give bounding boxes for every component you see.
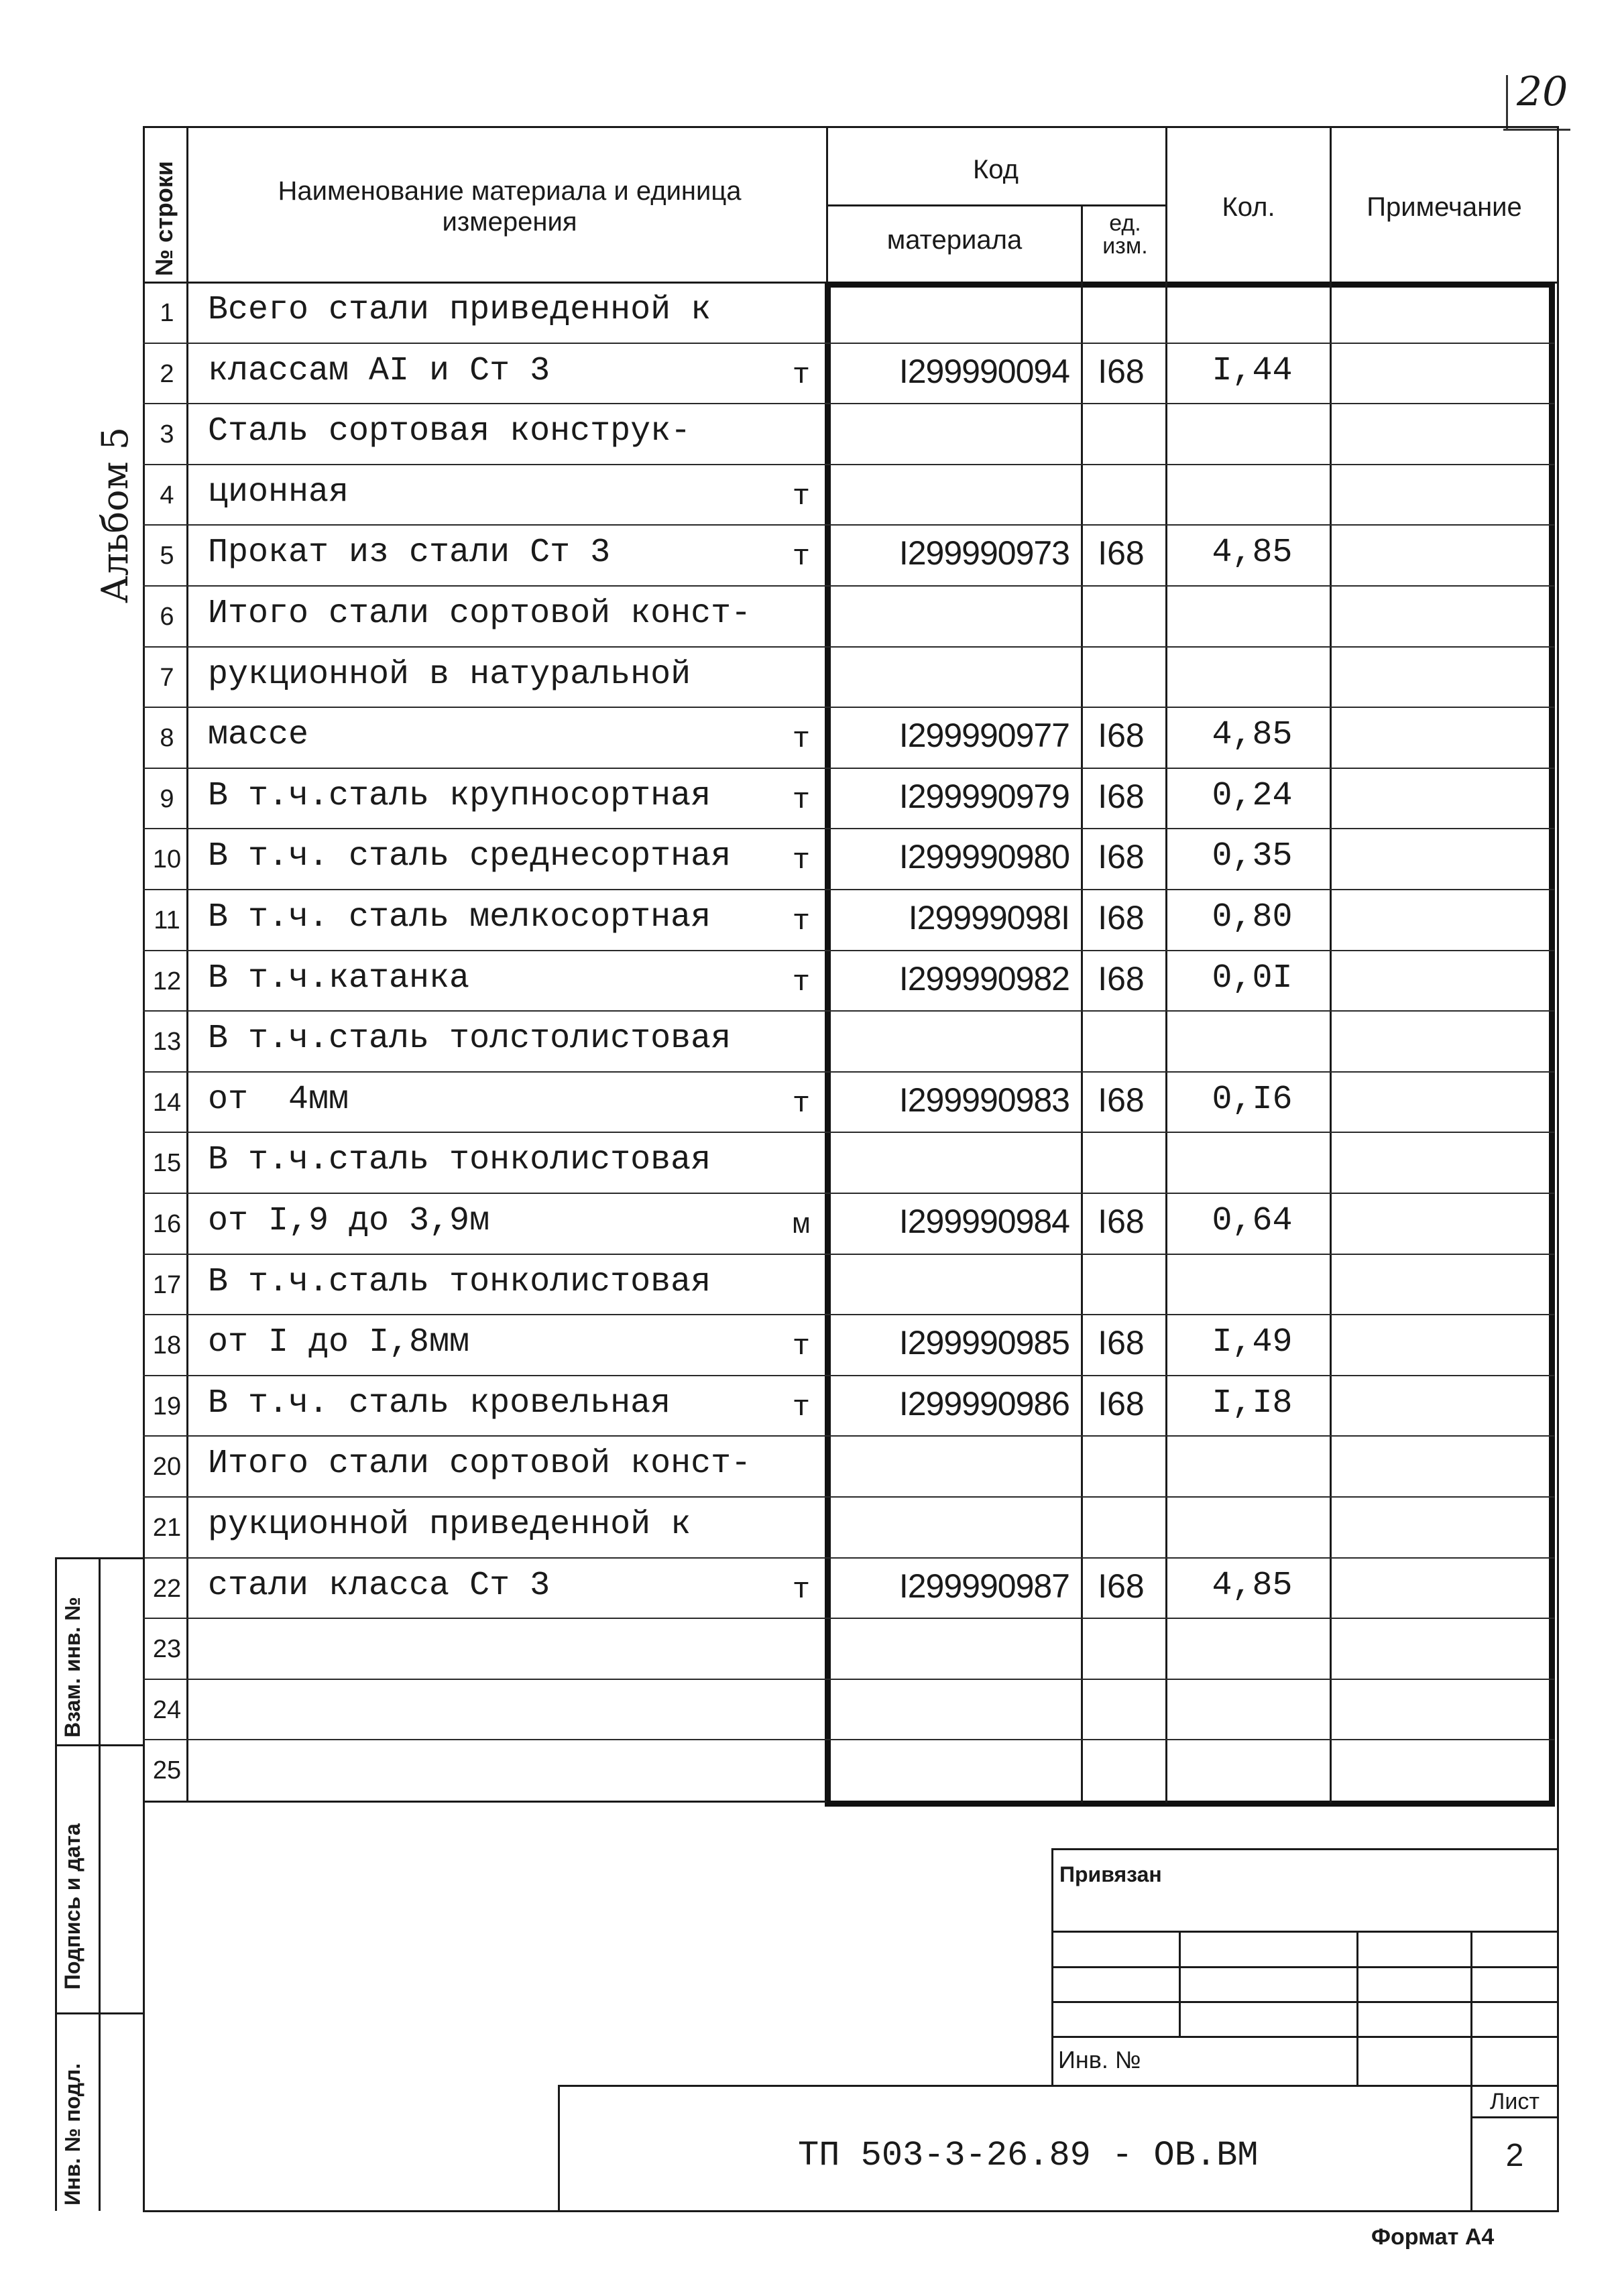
row-separator: [143, 1375, 1554, 1376]
row-separator: [143, 1010, 1554, 1012]
row-material-name: Прокат из стали Ст 3: [208, 534, 611, 572]
row-separator: [143, 585, 1554, 587]
row-material-code: I299990980: [898, 838, 1069, 876]
header-code-unit: ед. изм.: [1102, 210, 1148, 259]
row-material-name: от I,9 до 3,9м: [208, 1202, 490, 1240]
header-material-name: Наименование материала и единица измерения: [278, 176, 742, 237]
row-number: 6: [160, 603, 174, 631]
row-material-name: В т.ч.сталь тонколистовая: [208, 1262, 711, 1301]
row-material-name: ционная: [208, 473, 349, 511]
row-material-name: стали класса Ст 3: [208, 1566, 550, 1605]
row-material-code: I299990979: [898, 777, 1069, 815]
row-material-name: классам АI и Ст 3: [208, 351, 550, 390]
row-material-code: I299990094: [898, 352, 1069, 390]
row-separator: [143, 768, 1554, 769]
header-code: Код: [972, 155, 1019, 184]
row-material-name: В т.ч.катанка: [208, 959, 470, 998]
row-separator: [143, 1496, 1554, 1498]
row-material-name: Итого стали сортовой конст-: [208, 595, 752, 633]
row-number: 5: [160, 542, 174, 570]
row-unit-code: I68: [1098, 838, 1145, 876]
row-unit-code: I68: [1098, 1324, 1145, 1362]
row-separator: [143, 1739, 1554, 1740]
row-material-name: Сталь сортовая конструк-: [208, 412, 691, 451]
row-quantity: 4,85: [1212, 716, 1293, 755]
privyazan-label: Привязан: [1059, 1862, 1162, 1886]
margin-vzam-label: Взам. инв. №: [60, 1597, 84, 1738]
row-number: 16: [152, 1210, 182, 1238]
row-material-code: I299990987: [898, 1567, 1069, 1605]
row-unit: т: [792, 905, 811, 939]
row-separator: [143, 1435, 1554, 1437]
row-unit: т: [792, 1330, 811, 1364]
row-quantity: I,44: [1212, 351, 1293, 390]
row-number: 19: [152, 1392, 182, 1421]
row-material-code: I29999098I: [908, 899, 1069, 936]
row-number: 15: [152, 1149, 182, 1178]
row-unit-code: I68: [1098, 534, 1145, 572]
row-number: 1: [160, 299, 174, 327]
row-material-code: I299990973: [898, 534, 1069, 572]
header-qty: Кол.: [1222, 192, 1275, 222]
row-number: 20: [152, 1453, 182, 1482]
row-number: 23: [152, 1635, 182, 1664]
margin-podpis-label: Подпись и дата: [60, 1823, 84, 1990]
row-number: 21: [152, 1514, 182, 1542]
row-material-name: В т.ч. сталь кровельная: [208, 1384, 671, 1423]
document-code: ТП 503-3-26.89 - ОВ.ВМ: [798, 2136, 1259, 2175]
header-code-material: материала: [886, 225, 1023, 255]
row-separator: [143, 1618, 1554, 1619]
row-number: 24: [152, 1695, 182, 1724]
row-unit-code: I68: [1098, 777, 1145, 815]
row-material-code: I299990984: [898, 1203, 1069, 1240]
row-quantity: 0,24: [1212, 776, 1293, 815]
row-separator: [143, 889, 1554, 890]
row-number: 14: [152, 1088, 182, 1117]
row-material-code: I299990977: [898, 717, 1069, 755]
row-quantity: 4,85: [1212, 1566, 1293, 1605]
row-separator: [143, 524, 1554, 526]
list-label: Лист: [1490, 2089, 1540, 2114]
row-quantity: 0,35: [1212, 837, 1293, 876]
row-number: 17: [152, 1270, 182, 1299]
row-quantity: 0,80: [1212, 898, 1293, 936]
row-material-name: В т.ч. сталь среднесортная: [208, 837, 732, 876]
row-unit: т: [792, 783, 811, 817]
row-separator: [143, 1193, 1554, 1194]
row-number: 13: [152, 1028, 182, 1056]
row-separator: [143, 707, 1554, 708]
row-quantity: 0,0I: [1212, 959, 1293, 998]
header-row-number: № строки: [150, 161, 178, 276]
row-separator: [143, 1071, 1554, 1073]
row-unit: т: [792, 358, 811, 392]
row-material-name: Итого стали сортовой конст-: [208, 1445, 752, 1484]
row-quantity: I,I8: [1212, 1384, 1293, 1423]
row-separator: [143, 1314, 1554, 1315]
row-material-code: I299990986: [898, 1384, 1069, 1423]
margin-inv-podl-label: Инв. № подл.: [60, 2063, 84, 2206]
row-number: 4: [160, 481, 174, 509]
row-quantity: 0,64: [1212, 1202, 1293, 1240]
row-unit: т: [792, 1573, 811, 1607]
row-number: 2: [160, 359, 174, 388]
row-unit-code: I68: [1098, 1384, 1145, 1423]
row-material-name: рукционной в натуральной: [208, 655, 691, 694]
row-material-code: I299990982: [898, 959, 1069, 998]
row-number: 9: [160, 784, 174, 813]
page-number-tick: [1506, 75, 1508, 129]
row-material-name: В т.ч.сталь тонколистовая: [208, 1141, 711, 1180]
row-separator: [143, 950, 1554, 951]
row-material-code: I299990983: [898, 1081, 1069, 1119]
row-unit: т: [792, 1390, 811, 1425]
row-number: 7: [160, 663, 174, 692]
row-material-code: I299990985: [898, 1324, 1069, 1362]
row-separator: [143, 828, 1554, 829]
row-unit: м: [792, 1209, 811, 1242]
row-unit-code: I68: [1098, 717, 1145, 755]
row-unit: т: [792, 723, 811, 757]
row-unit: т: [792, 965, 811, 1000]
header-note: Примечание: [1367, 192, 1522, 222]
format-label: Формат А4: [1371, 2224, 1495, 2250]
row-separator: [143, 1557, 1554, 1559]
row-material-name: В т.ч. сталь мелкосортная: [208, 898, 711, 936]
row-unit-code: I68: [1098, 959, 1145, 998]
row-number: 12: [152, 967, 182, 995]
album-label: Альбом 5: [94, 426, 136, 603]
row-separator: [143, 1132, 1554, 1133]
row-number: 22: [152, 1574, 182, 1603]
row-unit-code: I68: [1098, 1567, 1145, 1605]
row-material-name: от 4мм: [208, 1080, 349, 1119]
row-material-name: рукционной приведенной к: [208, 1506, 691, 1544]
row-number: 3: [160, 420, 174, 449]
row-quantity: 4,85: [1212, 534, 1293, 572]
page-number-underline: [1503, 129, 1570, 131]
row-material-name: массе: [208, 716, 309, 755]
row-quantity: 0,I6: [1212, 1080, 1293, 1119]
row-separator: [143, 343, 1554, 344]
row-separator: [143, 464, 1554, 465]
page-number-mark: 20: [1517, 68, 1568, 115]
row-number: 10: [152, 845, 182, 874]
row-number: 8: [160, 724, 174, 753]
row-number: 11: [154, 906, 180, 934]
row-unit-code: I68: [1098, 1081, 1145, 1119]
row-quantity: I,49: [1212, 1323, 1293, 1362]
row-material-name: В т.ч.сталь крупносортная: [208, 776, 711, 815]
row-material-name: Всего стали приведенной к: [208, 291, 711, 329]
row-unit-code: I68: [1098, 899, 1145, 936]
row-separator: [143, 403, 1554, 404]
row-unit-code: I68: [1098, 1203, 1145, 1240]
row-material-name: от I до I,8мм: [208, 1323, 470, 1362]
row-separator: [143, 1679, 1554, 1680]
row-number: 18: [152, 1331, 182, 1360]
row-separator: [143, 1254, 1554, 1255]
row-number: 25: [152, 1756, 182, 1785]
inv-no-label: Инв. №: [1058, 2046, 1141, 2073]
row-unit-code: I68: [1098, 352, 1145, 390]
row-unit: т: [792, 540, 811, 575]
row-material-name: В т.ч.сталь толстолистовая: [208, 1020, 732, 1059]
list-value: 2: [1505, 2138, 1524, 2173]
row-unit: т: [792, 844, 811, 878]
row-separator: [143, 646, 1554, 648]
row-unit: т: [792, 479, 811, 513]
row-unit: т: [792, 1087, 811, 1121]
